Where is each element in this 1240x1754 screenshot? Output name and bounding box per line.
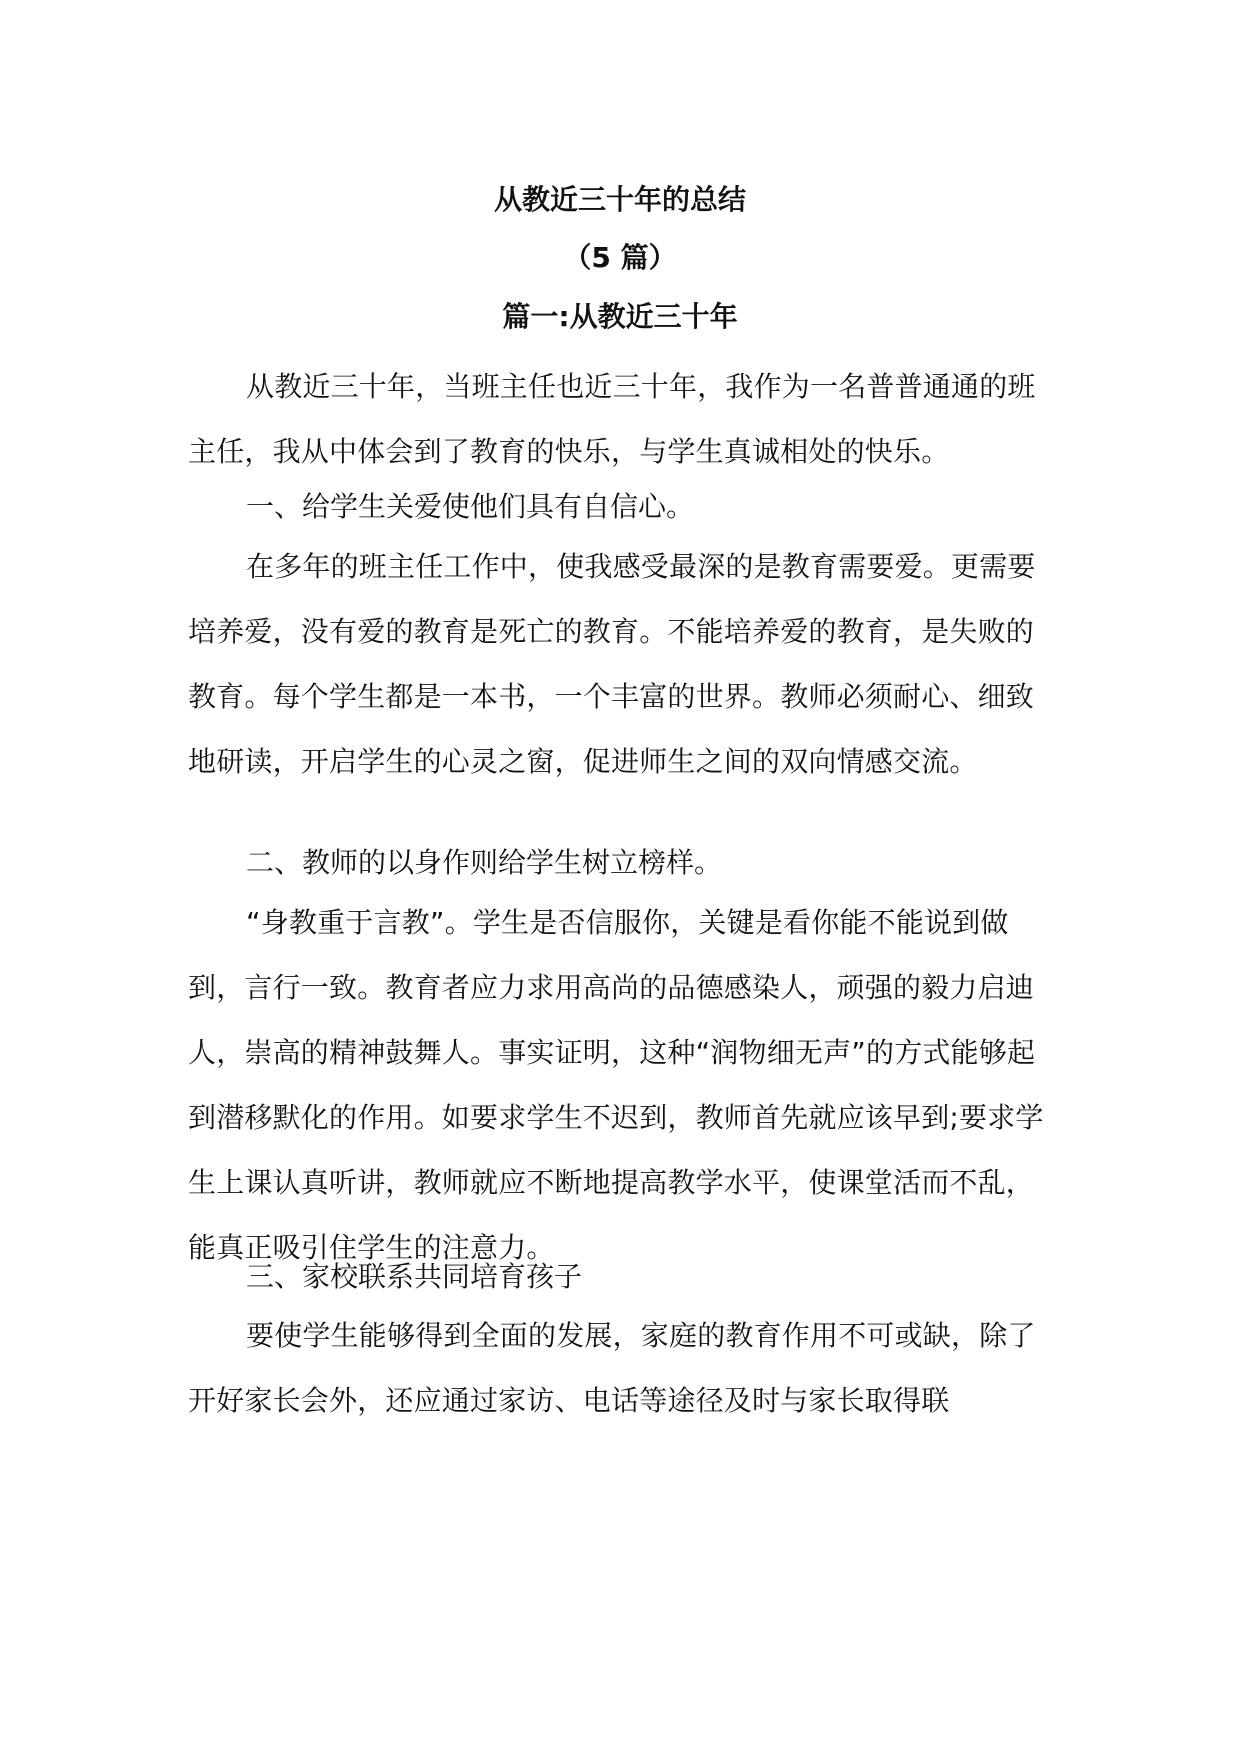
- paragraph-heading-one: 一、给学生关爱使他们具有自信心。: [246, 490, 695, 523]
- paragraph-family: 要使学生能够得到全面的发展，家庭的教育作用不可或缺，除了开好家长会外，还应通过家访、电话等途径及时与家长取得联: [188, 1319, 1036, 1417]
- paragraph-heading-three: 三、家校联系共同培育孩子: [246, 1260, 583, 1293]
- document-title: 从教近三十年的总结: [493, 183, 746, 216]
- paragraph-example: “身教重于言教”。学生是否信服你，关键是看你能不能说到做到，言行一致。教育者应力求用高尚的品德感染人，顽强的毅力启迪人，崇高的精神鼓舞人。事实证明，这种“润物细无声”的方式能够起到潜移默化的作用。如要求学生不迟到，教师首先就应该早到;要求学生上课认真听讲，教师就应不断地提高教学水平，使课堂活而不乱，能真正吸引住学生的注意力。: [188, 906, 1044, 1264]
- paragraph-heading-two: 二、教师的以身作则给学生树立榜样。: [246, 846, 723, 879]
- paragraph-intro: 从教近三十年，当班主任也近三十年，我作为一名普普通通的班主任，我从中体会到了教育的快乐，与学生真诚相处的快乐。: [188, 370, 1036, 468]
- document-subtitle: （5 篇）: [563, 241, 677, 274]
- paragraph-love: 在多年的班主任工作中，使我感受最深的是教育需要爱。更需要培养爱，没有爱的教育是死亡的教育。不能培养爱的教育，是失败的教育。每个学生都是一本书，一个丰富的世界。教师必须耐心、细致地研读，开启学生的心灵之窗，促进师生之间的双向情感交流。: [188, 550, 1036, 778]
- section-title: 篇一:从教近三十年: [502, 300, 738, 333]
